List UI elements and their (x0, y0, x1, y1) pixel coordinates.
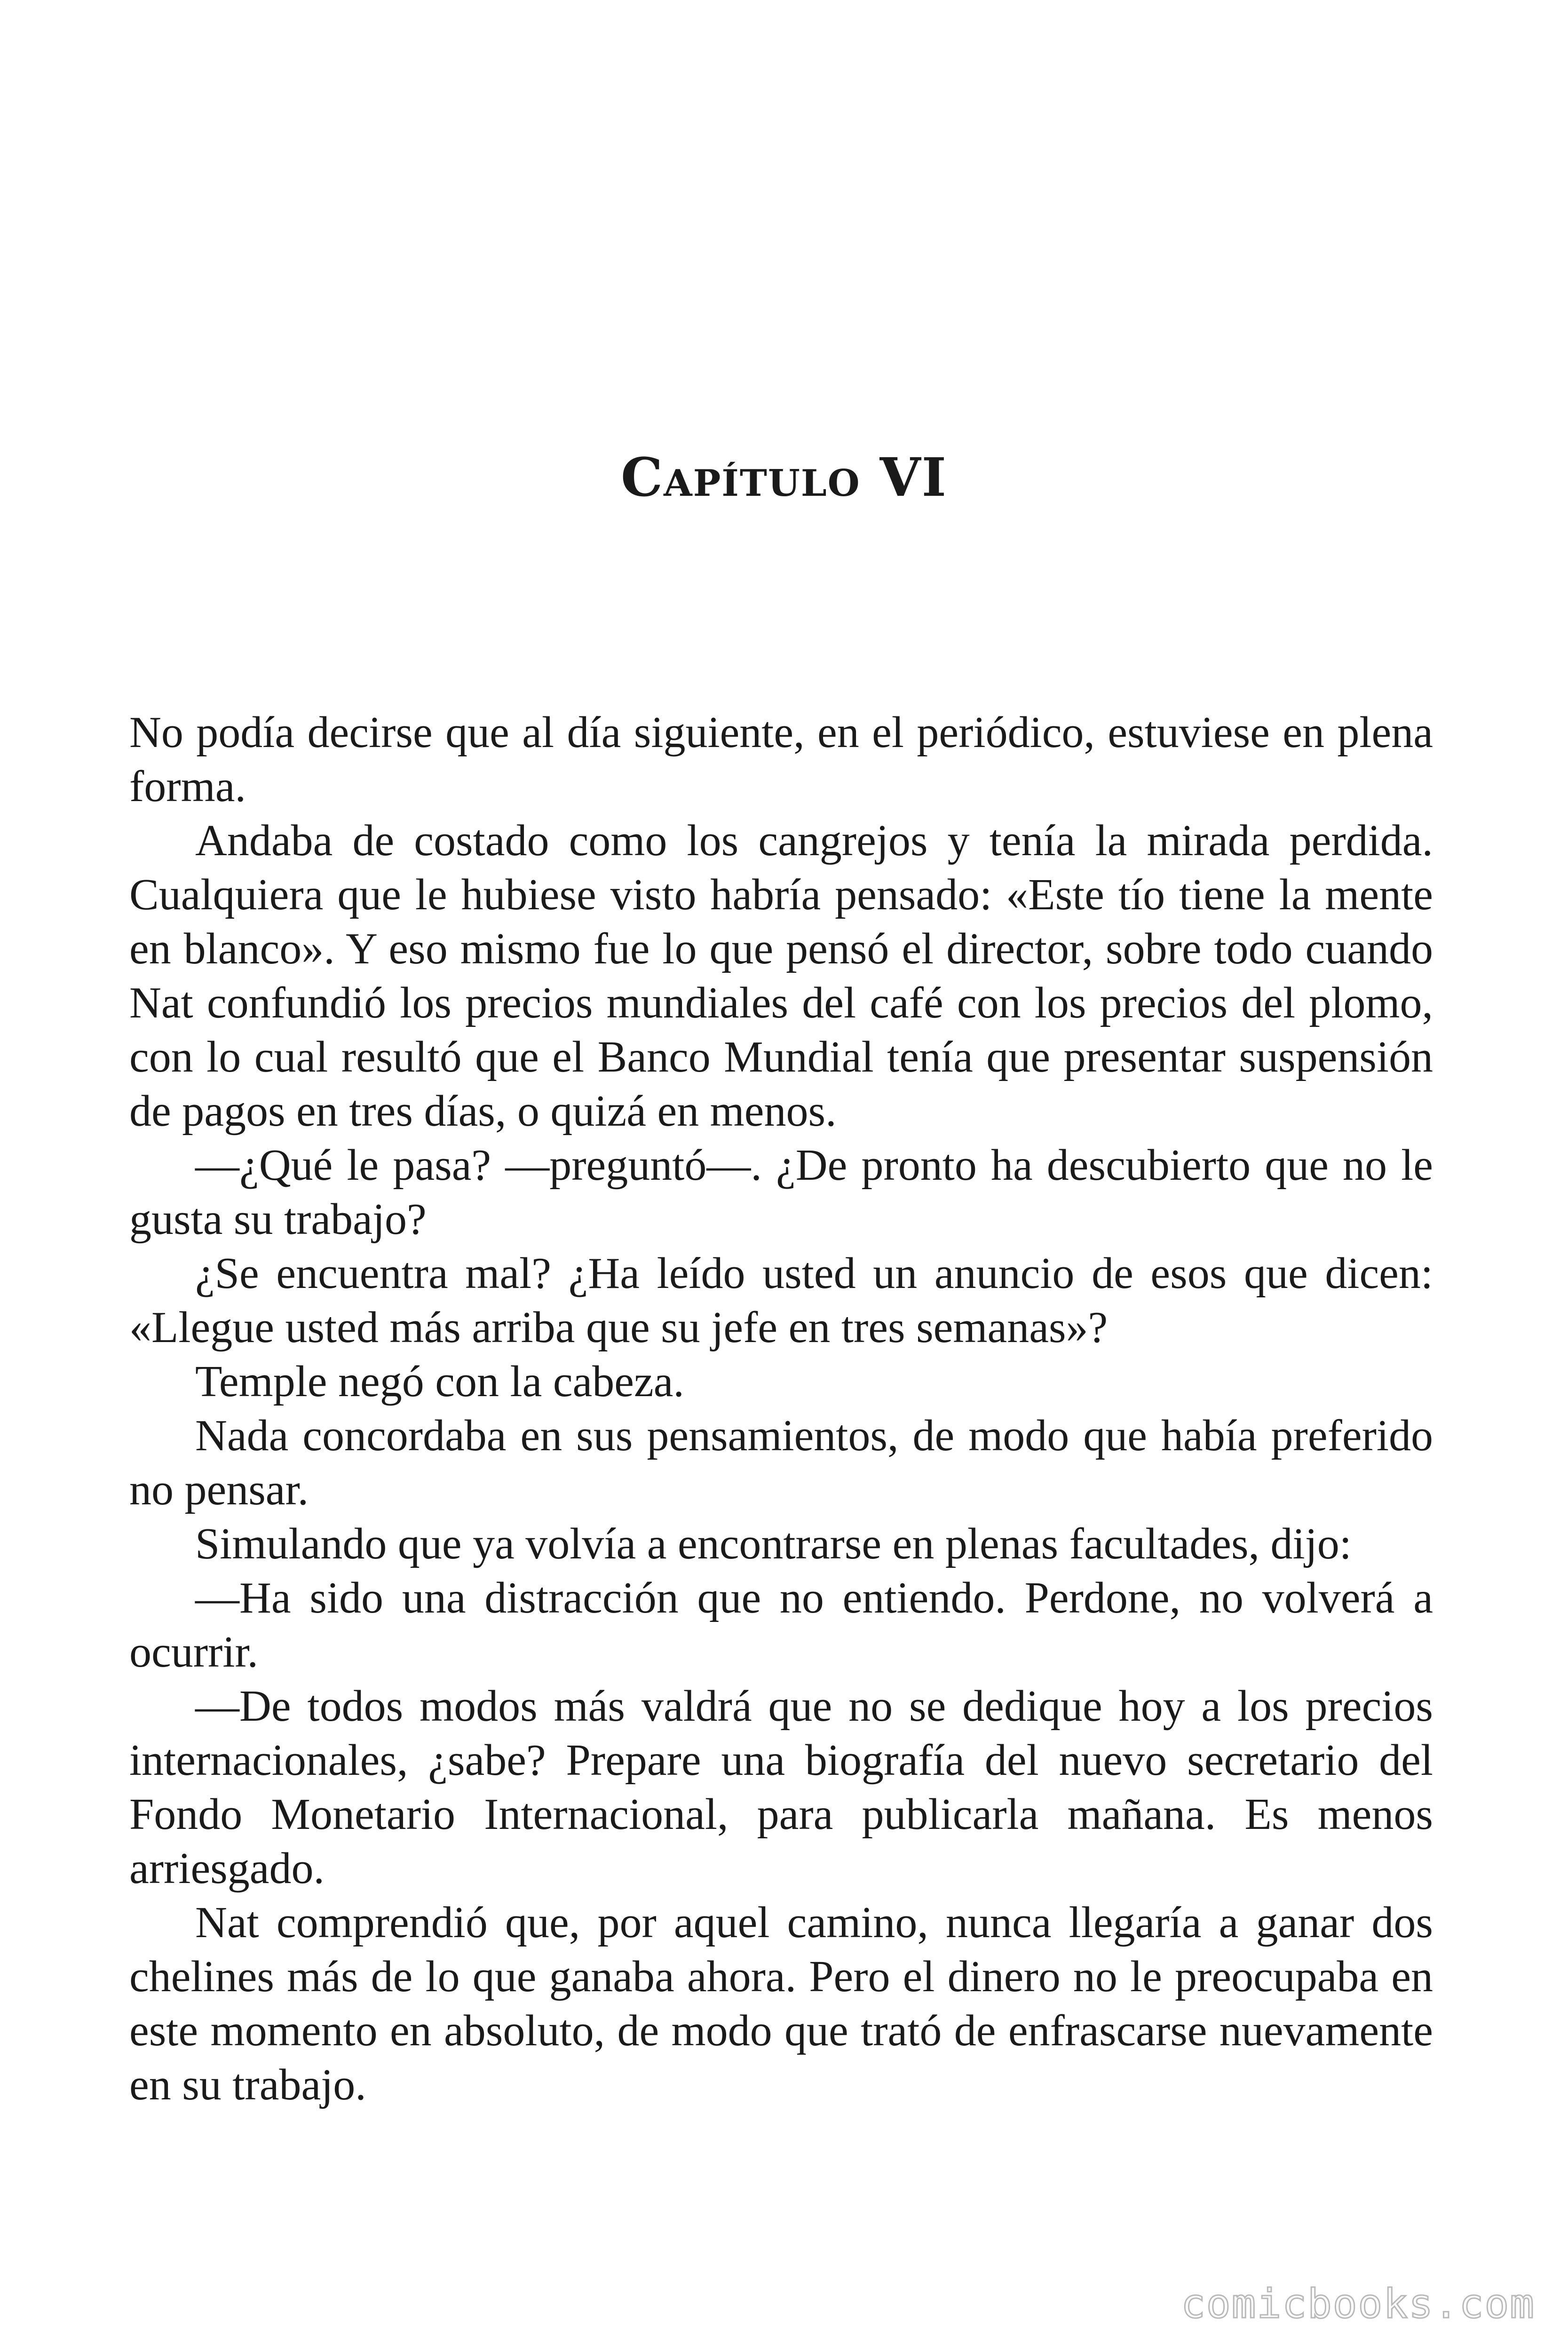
paragraph: —Ha sido una distracción que no entiendo. Perdone, no volverá a ocurrir. (129, 1573, 1433, 1677)
paragraph: Nada concordaba en sus pensamientos, de modo que había preferido no pensar. (129, 1411, 1433, 1514)
watermark: comicbooks.com (1181, 2280, 1535, 2328)
paragraph: Andaba de costado como los cangrejos y tenía la mirada perdida. Cualquiera que le hubiese visto habría pensado: «Este tío tiene la mente en blanco». Y eso mismo fue lo que pensó el director, sobre todo cuando Nat confundió los precios mundiales del café con los precios del plomo, con lo cual resultó que el Banco Mundial tenía que presentar suspensión de pagos en tres días, o quizá en menos. (129, 816, 1433, 1136)
chapter-title: Capítulo VI (621, 447, 947, 509)
chapter-body (129, 706, 1433, 2112)
paragraph: —De todos modos más valdrá que no se dedique hoy a los precios internacionales, ¿sabe? Prepare una biografía del nuevo secretario del Fondo Monetario Internacional, para publicarla mañana. Es menos arriesgado. (129, 1682, 1433, 1893)
paragraph: ¿Se encuentra mal? ¿Ha leído usted un anuncio de esos que dicen: «Llegue usted más arriba que su jefe en tres semanas»? (129, 1249, 1433, 1352)
paragraph: Simulando que ya volvía a encontrarse en plenas facultades, dijo: (195, 1519, 1352, 1568)
paragraph: —¿Qué le pasa? —preguntó—. ¿De pronto ha descubierto que no le gusta su trabajo? (129, 1141, 1433, 1244)
paragraph: Temple negó con la cabeza. (195, 1357, 684, 1406)
paragraph: No podía decirse que al día siguiente, en el periódico, estuviese en plena forma. (129, 708, 1433, 811)
paragraph: Nat comprendió que, por aquel camino, nunca llegaría a ganar dos chelines más de lo que ganaba ahora. Pero el dinero no le preocupaba en este momento en absoluto, de modo que trató de enfrascarse nuevamente en su trabajo. (129, 1898, 1433, 2109)
